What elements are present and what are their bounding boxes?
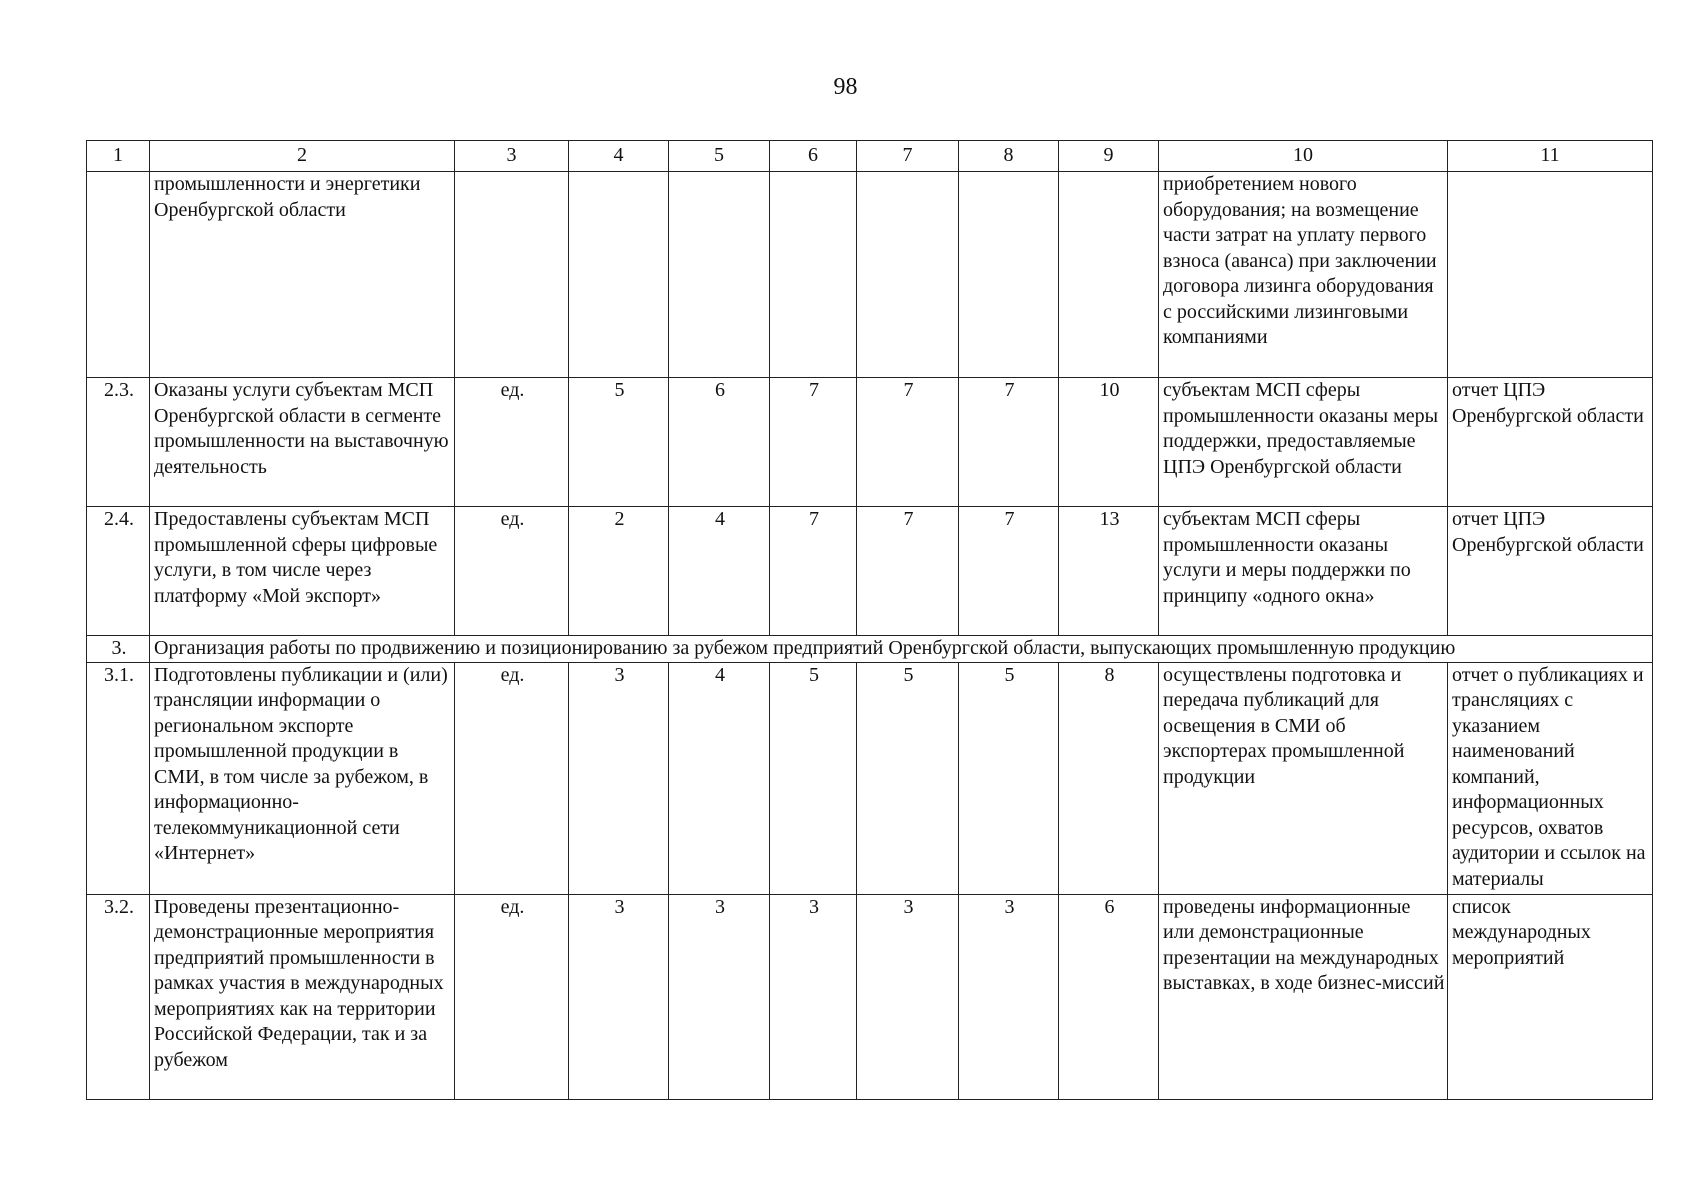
value-cell: 6 (669, 378, 770, 507)
value-cell (669, 172, 770, 378)
section-row (87, 636, 1653, 663)
header-cell: 7 (857, 141, 959, 172)
section-title: Организация работы по продвижению и позиционированию за рубежом предприятий Оренбургской области, выпускающих промышленную продукцию (150, 636, 1653, 663)
value-cell: 5 (770, 662, 857, 894)
value-cell: 3 (669, 894, 770, 1099)
value-cell: 6 (1059, 894, 1159, 1099)
result-cell: субъектам МСП сферы промышленности оказаны меры поддержки, предоставляемые ЦПЭ Оренбургской области (1159, 378, 1448, 507)
value-cell: 2 (569, 507, 669, 636)
value-cell: 3 (959, 894, 1059, 1099)
row-number: 2.3. (87, 378, 150, 507)
value-cell: 4 (669, 507, 770, 636)
value-cell: 10 (1059, 378, 1159, 507)
result-cell: осуществлены подготовка и передача публикаций для освещения в СМИ об экспортерах промышленной продукции (1159, 662, 1448, 894)
value-cell: 3 (569, 894, 669, 1099)
value-cell: 7 (959, 378, 1059, 507)
value-cell (1059, 172, 1159, 378)
header-cell: 10 (1159, 141, 1448, 172)
value-cell: 8 (1059, 662, 1159, 894)
value-cell: 7 (959, 507, 1059, 636)
header-cell: 1 (87, 141, 150, 172)
measure-name: промышленности и энергетики Оренбургской области (150, 172, 455, 378)
measure-name: Подготовлены публикации и (или) трансляции информации о региональном экспорте промышленной продукции в СМИ, в том числе за рубежом, в информационно-телекоммуникационной сети «Интернет» (150, 662, 455, 894)
unit-cell: ед. (455, 662, 569, 894)
page-number: 98 (833, 74, 858, 100)
value-cell: 3 (569, 662, 669, 894)
value-cell: 7 (857, 378, 959, 507)
value-cell: 7 (857, 507, 959, 636)
header-cell: 5 (669, 141, 770, 172)
value-cell: 7 (770, 507, 857, 636)
value-cell (569, 172, 669, 378)
value-cell: 5 (959, 662, 1059, 894)
header-cell: 6 (770, 141, 857, 172)
value-cell: 5 (569, 378, 669, 507)
source-cell (1448, 172, 1653, 378)
source-cell: отчет ЦПЭ Оренбургской области (1448, 507, 1653, 636)
section-number: 3. (87, 636, 150, 663)
value-cell: 13 (1059, 507, 1159, 636)
header-cell: 8 (959, 141, 1059, 172)
value-cell: 5 (857, 662, 959, 894)
header-cell: 4 (569, 141, 669, 172)
source-cell: список международных мероприятий (1448, 894, 1653, 1099)
result-cell: приобретением нового оборудования; на возмещение части затрат на уплату первого взноса (аванса) при заключении договора лизинга оборудования с российскими лизинговыми компаниями (1159, 172, 1448, 378)
value-cell (857, 172, 959, 378)
unit-cell: ед. (455, 507, 569, 636)
source-cell: отчет ЦПЭ Оренбургской области (1448, 378, 1653, 507)
measures-table (86, 140, 1653, 1100)
result-cell: субъектам МСП сферы промышленности оказаны услуги и меры поддержки по принципу «одного окна» (1159, 507, 1448, 636)
table-row (87, 894, 1653, 1099)
value-cell (770, 172, 857, 378)
row-number: 3.1. (87, 662, 150, 894)
table-row (87, 172, 1653, 378)
value-cell (959, 172, 1059, 378)
table-row (87, 378, 1653, 507)
row-number (87, 172, 150, 378)
table-header-row (87, 141, 1653, 172)
table-row (87, 507, 1653, 636)
value-cell: 4 (669, 662, 770, 894)
value-cell: 3 (770, 894, 857, 1099)
value-cell: 7 (770, 378, 857, 507)
row-number: 2.4. (87, 507, 150, 636)
measure-name: Оказаны услуги субъектам МСП Оренбургской области в сегменте промышленности на выставочную деятельность (150, 378, 455, 507)
header-cell: 9 (1059, 141, 1159, 172)
row-number: 3.2. (87, 894, 150, 1099)
measure-name: Предоставлены субъектам МСП промышленной сферы цифровые услуги, в том числе через платформу «Мой экспорт» (150, 507, 455, 636)
header-cell: 2 (150, 141, 455, 172)
unit-cell: ед. (455, 894, 569, 1099)
unit-cell (455, 172, 569, 378)
header-cell: 11 (1448, 141, 1653, 172)
unit-cell: ед. (455, 378, 569, 507)
table-row (87, 662, 1653, 894)
result-cell: проведены информационные или демонстрационные презентации на международных выставках, в ходе бизнес-миссий (1159, 894, 1448, 1099)
measure-name: Проведены презентационно-демонстрационные мероприятия предприятий промышленности в рамках участия в международных мероприятиях как на территории Российской Федерации, так и за рубежом (150, 894, 455, 1099)
value-cell: 3 (857, 894, 959, 1099)
source-cell: отчет о публикациях и трансляциях с указанием наименований компаний, информационных ресурсов, охватов аудитории и ссылок на материалы (1448, 662, 1653, 894)
header-cell: 3 (455, 141, 569, 172)
